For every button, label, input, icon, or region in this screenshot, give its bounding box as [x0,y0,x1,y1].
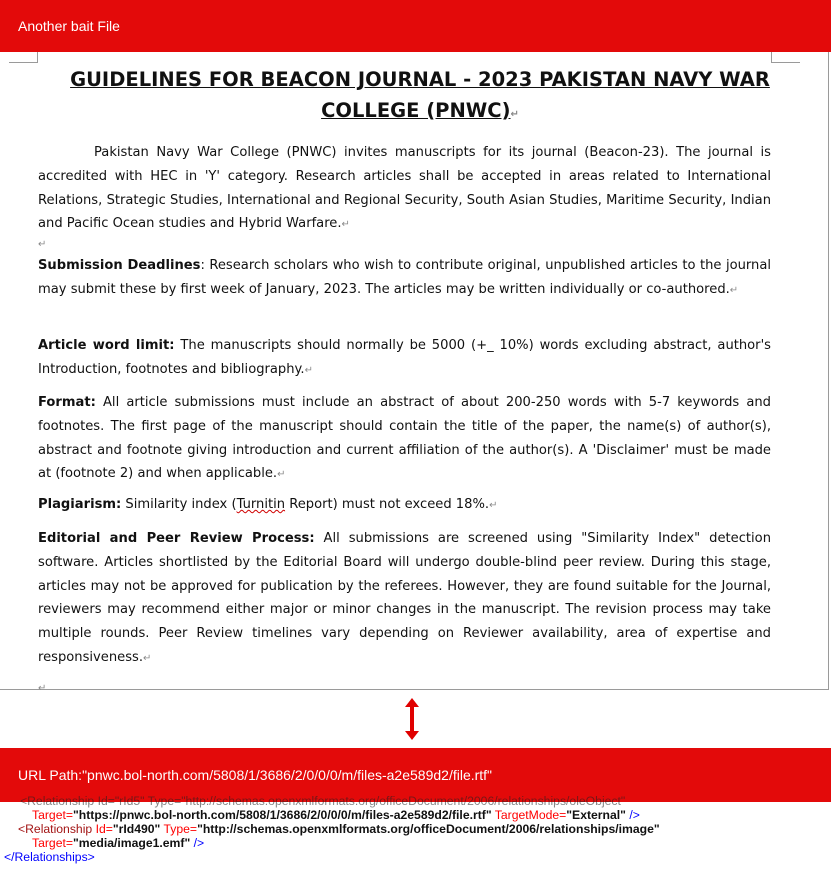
url-path-text: URL Path:"pnwc.bol-north.com/5808/1/3686/2/0/0/0/m/files-a2e589d2/file.rtf" [18,767,493,783]
xml-line-closing-tag: </Relationships> [4,850,95,864]
plagiarism-label: Plagiarism: [38,497,122,512]
xml-line-target-media: Target="media/image1.emf" /> [32,836,205,850]
empty-paragraph-mark: ↵ [38,239,47,250]
word-limit-paragraph: Article word limit: The manuscripts should normally be 5000 (+_ 10%) words excluding abstract, author's Introduction, footnotes and bibliography.↵ [38,338,771,377]
xml-relationships-snippet [0,794,831,869]
margin-corner-mark [771,52,800,63]
trailing-paragraph-mark: ↵ [38,683,47,694]
document-title: GUIDELINES FOR BEACON JOURNAL - 2023 PAKISTAN NAVY WAR COLLEGE (PNWC)↵ [70,68,770,122]
xml-cut-line: <Relationship Id="rId5" Type="http://schemas.openxmlformats.org/officeDocument/2006/relationships/oleObject" [20,794,626,808]
intro-paragraph: Pakistan Navy War College (PNWC) invites manuscripts for its journal (Beacon-23). The journal is accredited with HEC in 'Y' category. Research articles shall be accepted in areas related to International Relations, Strategic Studies, International and Regional Security, South Asian Studies, Maritime Security, Indian and Pacific Ocean studies and Hybrid Warfare.↵ [38,145,771,232]
plagiarism-paragraph: Plagiarism: Similarity index (Turnitin Report) must not exceed 18%.↵ [38,497,498,512]
xml-line-target-external: Target="https://pnwc.bol-north.com/5808/1/3686/2/0/0/0/m/files-a2e589d2/file.rtf" TargetMode="External" /> [32,808,640,822]
word-limit-label: Article word limit: [38,338,175,353]
double-headed-vertical-arrow-icon [404,698,420,740]
spellcheck-flagged-word: Turnitin [236,497,286,512]
top-banner-text: Another bait File [18,18,120,34]
format-paragraph: Format: All article submissions must include an abstract of about 200-250 words with 5-7 keywords and footnotes. The first page of the manuscript should contain the title of the paper, the name(s) of author(s), abstract and footnote giving introduction and current affiliation of the author(s). A 'Disclaimer' must be made at (footnote 2) and when applicable.↵ [38,395,771,482]
peer-review-label: Editorial and Peer Review Process: [38,531,315,546]
xml-line-relationship-image: <Relationship Id="rId490" Type="http://schemas.openxmlformats.org/officeDocument/2006/relationships/image" [18,822,660,836]
deadlines-paragraph: Submission Deadlines: Research scholars who wish to contribute original, unpublished articles to the journal may submit these by first week of January, 2023. The articles may be written individually or co-authored.↵ [38,258,772,297]
format-label: Format: [38,395,96,410]
margin-corner-mark [9,52,38,63]
peer-review-paragraph: Editorial and Peer Review Process: All submissions are screened using "Similarity Index" detection software. Articles shortlisted by the Editorial Board will undergo double-blind peer review. During this stage, articles may not be approved for publication by the referees. However, they are found suitable for the Journal, reviewers may recommend either major or minor changes in the manuscript. The revision process may take multiple rounds. Peer Review timelines vary depending on Reviewer availability, area of expertise and responsiveness.↵ [38,531,771,665]
top-banner [0,0,831,52]
document-page [0,52,829,694]
deadlines-label: Submission Deadlines [38,258,201,273]
